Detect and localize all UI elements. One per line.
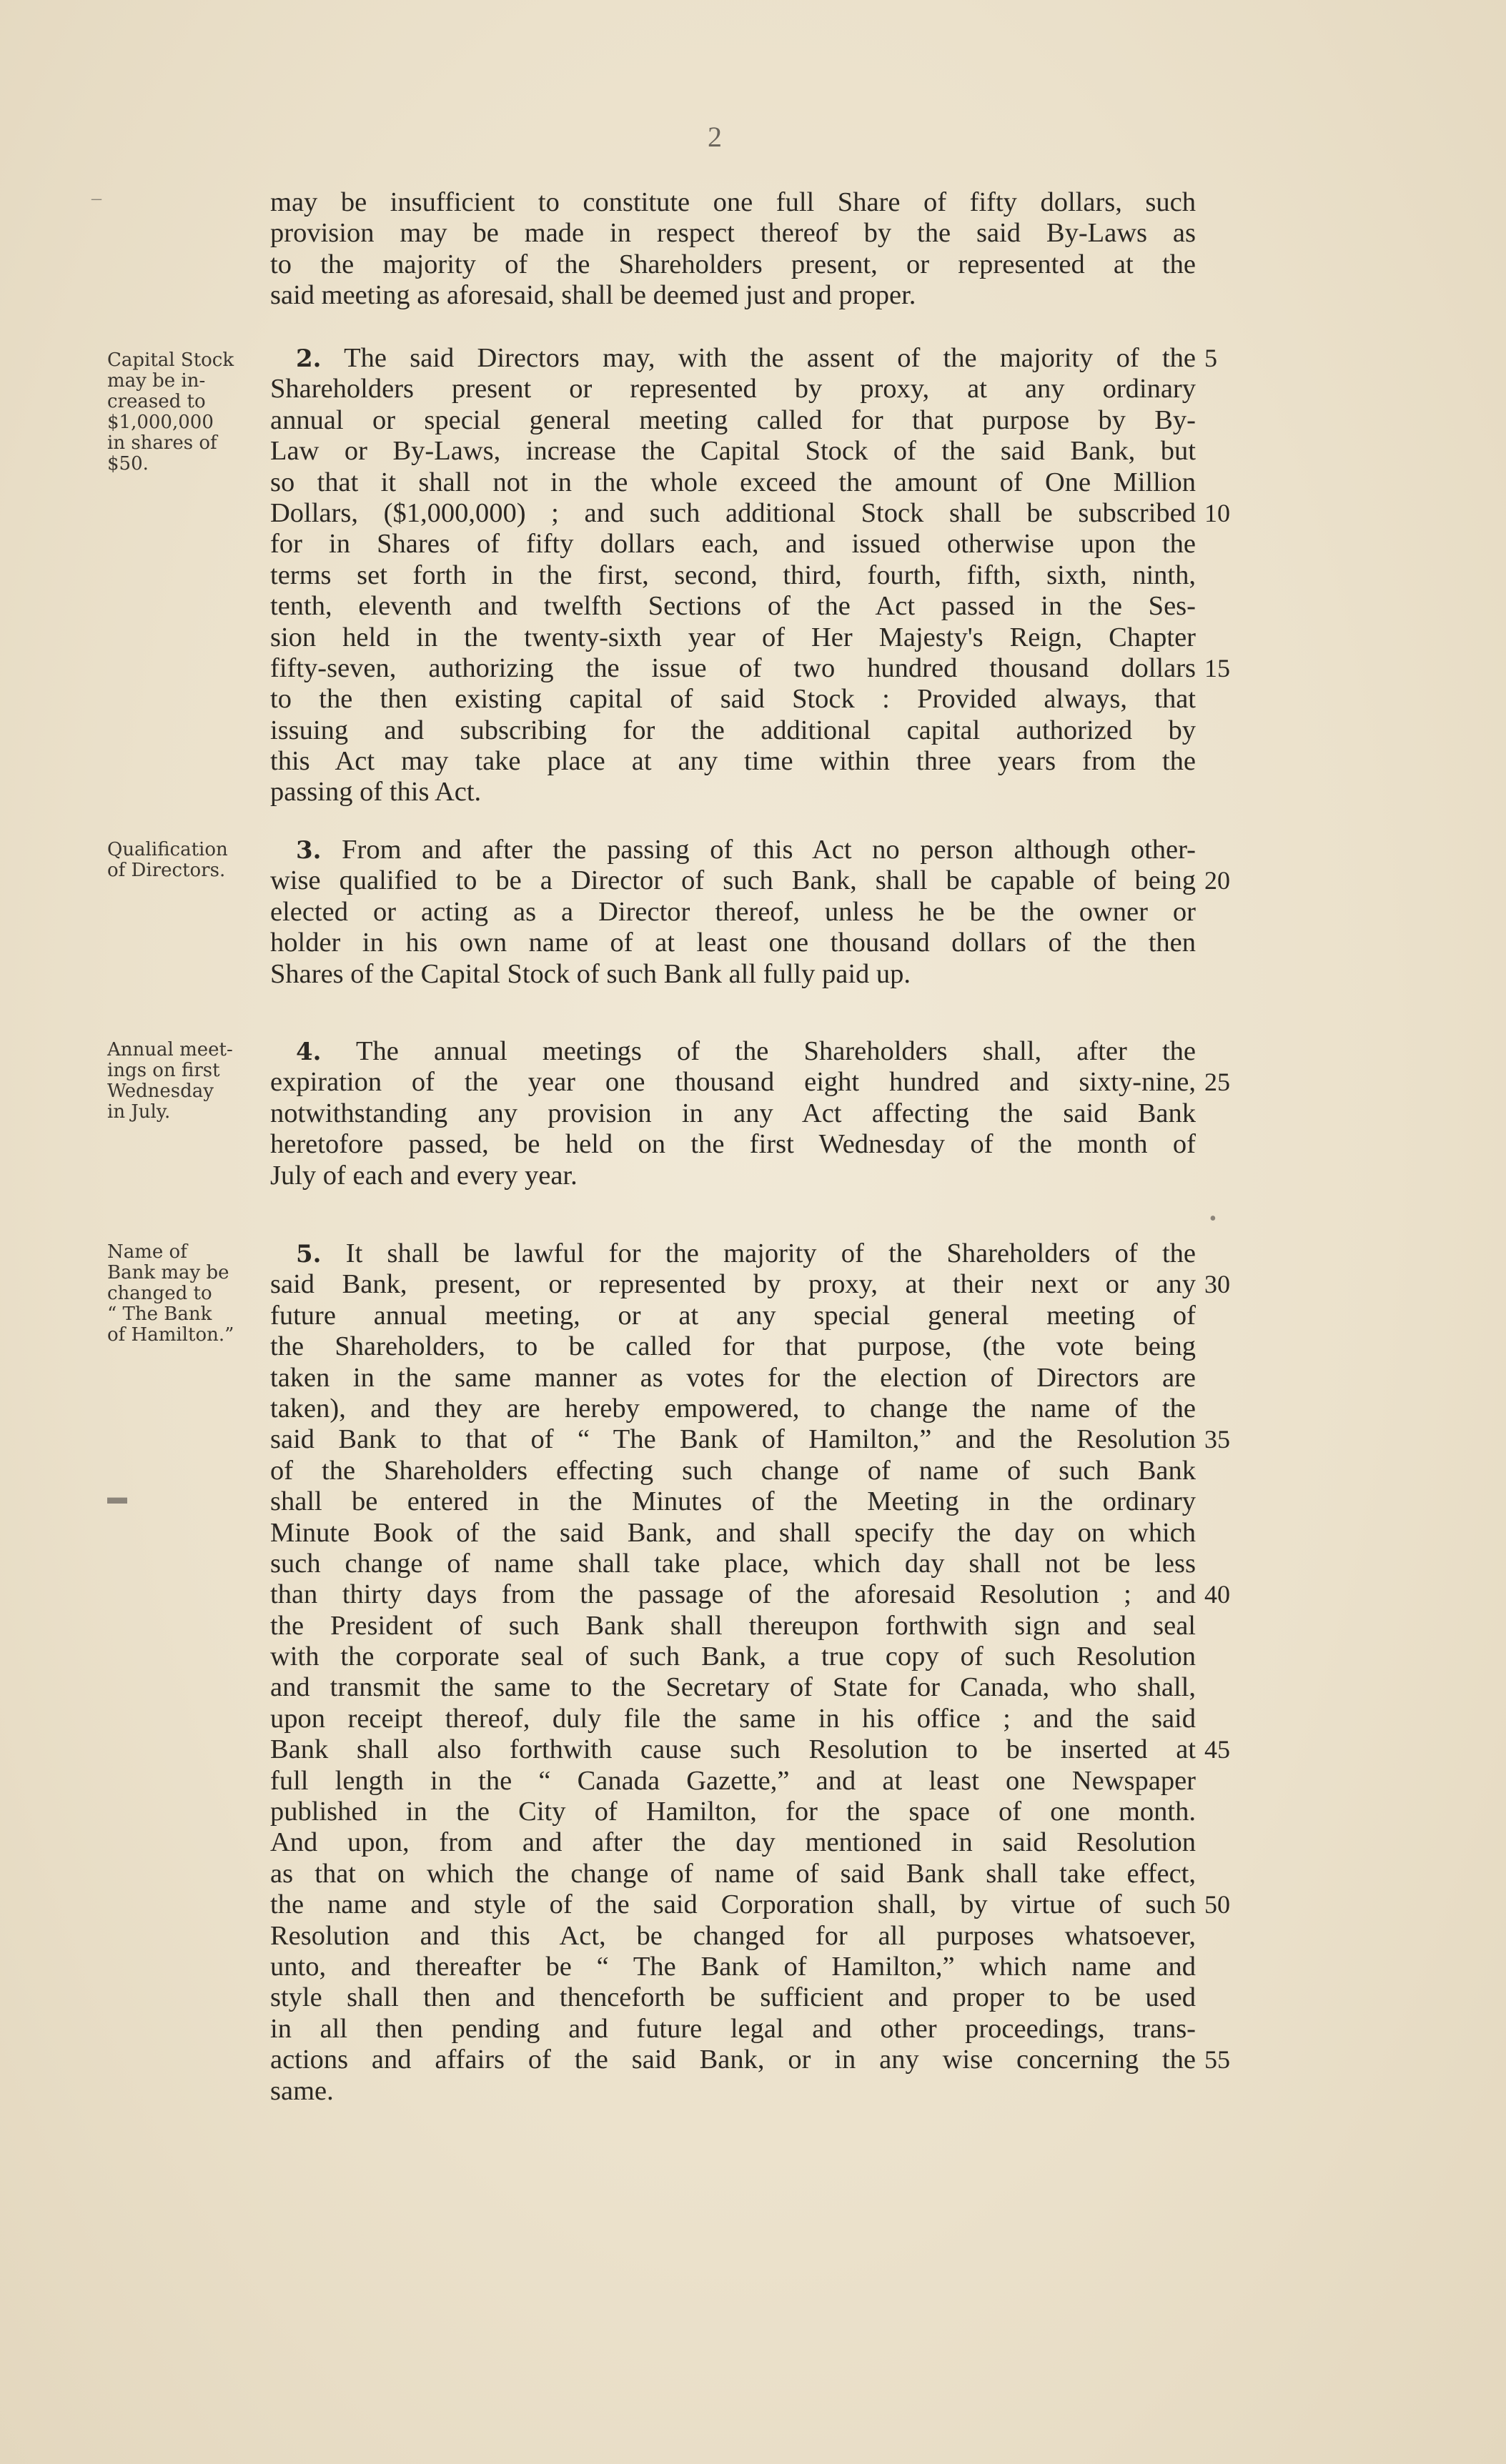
section-number: 3. [296,836,322,865]
text-line [270,1238,1196,1269]
text-line: to the then existing capital of said Stock : Provided always, that [270,684,1196,715]
margin-note-line: may be in- [107,370,206,392]
text-line: unto, and thereafter be “ The Bank of Hamilton,” which name and [270,1951,1196,1982]
margin-note-line: creased to [107,391,206,412]
section-line-text: It shall be lawful for the majority of the Shareholders of the [345,1238,1196,1268]
margin-note-line: ings on first [107,1060,220,1081]
text-line: same. [270,2075,334,2106]
text-line: and transmit the same to the Secretary of State for Canada, who shall, [270,1672,1196,1703]
text-line: annual or special general meeting called for that purpose by By- [270,404,1196,435]
continuation-paragraph [270,187,1196,312]
margin-note-line: Wednesday [107,1081,214,1102]
text-line: than thirty days from the passage of the aforesaid Resolution ; and [270,1579,1196,1610]
text-line: such change of name shall take place, which day shall not be less [270,1548,1196,1579]
line-number: 20 [1204,866,1230,895]
line-number: 5 [1204,344,1217,372]
text-line: may be insufficient to constitute one full Share of fifty dollars, such [270,187,1196,217]
line-number: 10 [1204,499,1230,527]
text-line: published in the City of Hamilton, for the space of one month. [270,1797,1196,1827]
margin-note-line: in shares of [107,432,217,454]
text-line: holder in his own name of at least one thousand dollars of the then [270,928,1196,958]
text-line: upon receipt thereof, duly file the same in his office ; and the said [270,1703,1196,1734]
text-line: taken in the same manner as votes for the election of Directors are [270,1362,1196,1393]
text-line: Dollars, ($1,000,000) ; and such additional Stock shall be subscribed [270,497,1196,528]
print-mark: – [91,187,101,209]
margin-note-line: of Directors. [107,860,226,881]
margin-note-capital-stock [107,350,264,475]
text-line: said meeting as aforesaid, shall be deemed just and proper. [270,280,916,311]
margin-note-name-of-bank [107,1242,264,1346]
text-line: to the majority of the Shareholders present, or represented at the [270,249,1196,279]
text-line: shall be entered in the Minutes of the Meeting in the ordinary [270,1486,1196,1517]
text-line: Minute Book of the said Bank, and shall specify the day on which [270,1517,1196,1548]
line-number: 30 [1204,1270,1230,1298]
page-number: 2 [708,121,722,153]
text-line: heretofore passed, be held on the first Wednesday of the month of [270,1129,1196,1160]
text-line [270,343,1196,374]
text-line: provision may be made in respect thereof by the said By-Laws as [270,218,1196,249]
margin-note-annual-meetings [107,1040,264,1123]
text-line: elected or acting as a Director thereof, unless he be the owner or [270,896,1196,927]
line-number: 50 [1204,1890,1230,1919]
margin-note-line: Annual meet- [107,1039,233,1060]
text-line [270,1036,1196,1067]
section-4 [270,1036,1196,1191]
section-number: 2. [296,344,322,373]
text-line: for in Shares of fifty dollars each, and issued otherwise upon the [270,529,1196,560]
text-line: terms set forth in the first, second, third, fourth, fifth, sixth, ninth, [270,560,1196,590]
line-number: 55 [1204,2045,1230,2074]
section-3 [270,835,1196,990]
section-line-text: The said Directors may, with the assent of the majority of the [344,343,1196,373]
text-line: expiration of the year one thousand eight hundred and sixty-nine, [270,1067,1196,1098]
text-line: taken), and they are hereby empowered, to change the name of the [270,1393,1196,1424]
text-line: the Shareholders, to be called for that purpose, (the vote being [270,1331,1196,1362]
text-line: of the Shareholders effecting such change of name of such Bank [270,1455,1196,1486]
text-line: this Act may take place at any time within three years from the [270,746,1196,777]
margin-note-line: of Hamilton.” [107,1324,234,1346]
text-line: Shares of the Capital Stock of such Bank all fully paid up. [270,958,911,989]
text-line: with the corporate seal of such Bank, a true copy of such Resolution [270,1641,1196,1672]
margin-note-qualification [107,840,264,881]
text-line: wise qualified to be a Director of such Bank, shall be capable of being [270,865,1196,896]
text-line: sion held in the twenty-sixth year of Her Majesty's Reign, Chapter [270,622,1196,652]
text-line: in all then pending and future legal and other proceedings, trans- [270,2013,1196,2044]
text-line: style shall then and thenceforth be sufficient and proper to be used [270,1982,1196,2013]
section-2 [270,343,1196,808]
text-line: tenth, eleventh and twelfth Sections of the Act passed in the Ses- [270,591,1196,622]
text-line: full length in the “ Canada Gazette,” and at least one Newspaper [270,1765,1196,1796]
text-line: issuing and subscribing for the additional capital authorized by [270,715,1196,745]
text-line: notwithstanding any provision in any Act affecting the said Bank [270,1098,1196,1128]
text-line: as that on which the change of name of said Bank shall take effect, [270,1858,1196,1889]
text-line: And upon, from and after the day mentioned in said Resolution [270,1827,1196,1858]
margin-note-line: “ The Bank [107,1303,212,1325]
text-line: actions and affairs of the said Bank, or in any wise concerning the [270,2045,1196,2075]
text-line: said Bank, present, or represented by proxy, at their next or any [270,1269,1196,1300]
margin-note-line: Name of [107,1241,187,1263]
text-line: future annual meeting, or at any special general meeting of [270,1300,1196,1331]
print-mark: ▬ [107,1486,127,1509]
text-line: fifty-seven, authorizing the issue of two hundred thousand dollars [270,652,1196,683]
text-line: so that it shall not in the whole exceed the amount of One Million [270,467,1196,497]
margin-note-line: $1,000,000 [107,412,214,433]
line-number: 45 [1204,1735,1230,1764]
text-line: Bank shall also forthwith cause such Resolution to be inserted at [270,1734,1196,1765]
line-number: 25 [1204,1068,1230,1096]
line-number: 15 [1204,654,1230,682]
text-line: Resolution and this Act, be changed for all purposes whatsoever, [270,1920,1196,1951]
text-line: Shareholders present or represented by proxy, at any ordinary [270,374,1196,404]
margin-note-line: changed to [107,1283,212,1304]
section-line-text: The annual meetings of the Shareholders shall, after the [356,1036,1196,1066]
line-number: 35 [1204,1425,1230,1454]
text-line: passing of this Act. [270,777,482,808]
margin-note-line: Qualification [107,839,228,860]
text-line: the name and style of the said Corporation shall, by virtue of such [270,1889,1196,1920]
section-line-text: From and after the passing of this Act no person although other- [342,835,1196,865]
print-mark: • [1209,1208,1217,1230]
margin-note-line: Capital Stock [107,349,234,371]
text-line [270,835,1196,865]
margin-note-line: $50. [107,453,149,475]
margin-note-line: Bank may be [107,1262,229,1283]
text-line: the President of such Bank shall thereupon forthwith sign and seal [270,1610,1196,1641]
section-number: 4. [296,1038,322,1066]
section-number: 5. [296,1240,322,1268]
margin-note-line: in July. [107,1101,171,1123]
text-line: Law or By-Laws, increase the Capital Stock of the said Bank, but [270,436,1196,467]
section-5 [270,1238,1196,2107]
text-line: July of each and every year. [270,1160,578,1191]
text-line: said Bank to that of “ The Bank of Hamilton,” and the Resolution [270,1424,1196,1455]
line-number: 40 [1204,1580,1230,1609]
